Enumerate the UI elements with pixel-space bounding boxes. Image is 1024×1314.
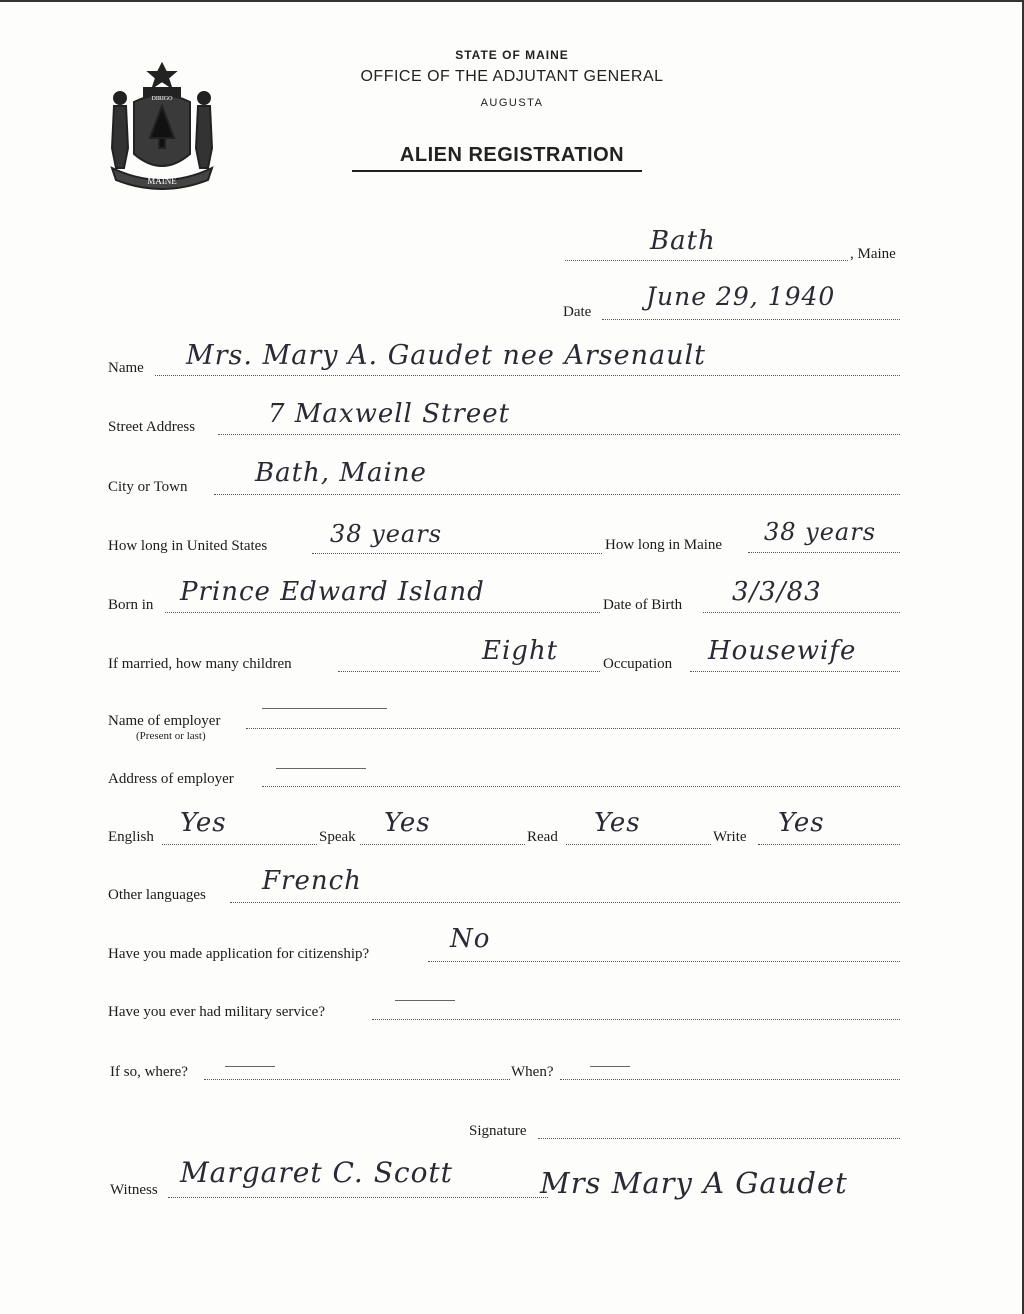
born-in-line (165, 612, 600, 613)
employer-name-line (246, 728, 900, 729)
occupation-line (690, 671, 900, 672)
svg-text:MAINE: MAINE (147, 176, 177, 186)
maine-duration-value: 38 years (764, 518, 877, 546)
employer-address-dash (276, 768, 366, 769)
state-heading: STATE OF MAINE (455, 48, 569, 62)
read-label: Read (527, 829, 558, 845)
military-line (372, 1019, 900, 1020)
city-label: City or Town (108, 479, 188, 495)
other-languages-value: French (262, 866, 362, 896)
born-in-label: Born in (108, 597, 154, 613)
english-line (162, 844, 317, 845)
city-line (214, 494, 900, 495)
write-value: Yes (778, 808, 825, 838)
date-value: June 29, 1940 (646, 282, 836, 311)
employer-address-label: Address of employer (108, 771, 234, 787)
read-value: Yes (594, 808, 641, 838)
street-line (218, 434, 900, 435)
where-dash (225, 1066, 275, 1067)
office-heading: OFFICE OF THE ADJUTANT GENERAL (360, 68, 664, 85)
name-label: Name (108, 360, 144, 376)
citizenship-value: No (450, 924, 491, 954)
children-value: Eight (482, 636, 559, 666)
children-label: If married, how many children (108, 656, 292, 672)
maine-duration-line (748, 552, 900, 553)
employer-name-dash (262, 708, 387, 709)
when-dash (590, 1066, 630, 1067)
speak-line (360, 844, 525, 845)
city-heading: AUGUSTA (480, 97, 544, 109)
name-line (155, 375, 900, 376)
name-value: Mrs. Mary A. Gaudet nee Arsenault (186, 340, 707, 371)
citizenship-line (428, 961, 900, 962)
when-line (560, 1079, 900, 1080)
read-line (566, 844, 711, 845)
citizenship-label: Have you made application for citizenship? (108, 946, 370, 962)
born-in-value: Prince Edward Island (180, 577, 485, 607)
form-title: ALIEN REGISTRATION (399, 144, 625, 166)
date-label: Date (563, 304, 592, 320)
write-label: Write (713, 829, 747, 845)
write-line (758, 844, 900, 845)
us-duration-line (312, 553, 602, 554)
occupation-value: Housewife (708, 636, 857, 666)
place-line (565, 260, 848, 261)
title-underline (352, 170, 642, 172)
place-suffix: , Maine (850, 246, 896, 262)
city-value: Bath, Maine (255, 458, 427, 488)
employer-name-label: Name of employer (108, 713, 221, 729)
english-label: English (108, 829, 154, 845)
street-label: Street Address (108, 419, 196, 435)
date-line (602, 319, 900, 320)
when-label: When? (511, 1064, 554, 1080)
signature-line (538, 1138, 900, 1139)
english-value: Yes (180, 808, 227, 838)
signature-value: Mrs Mary A Gaudet (540, 1166, 848, 1200)
dob-label: Date of Birth (603, 597, 683, 613)
street-value: 7 Maxwell Street (268, 399, 511, 429)
speak-value: Yes (384, 808, 431, 838)
witness-line (168, 1197, 548, 1198)
military-dash (395, 1000, 455, 1001)
us-duration-label: How long in United States (108, 538, 268, 554)
place-value: Bath (650, 226, 716, 256)
other-languages-label: Other languages (108, 887, 206, 903)
speak-label: Speak (319, 829, 356, 845)
employer-name-sublabel: (Present or last) (136, 730, 206, 742)
witness-label: Witness (110, 1182, 158, 1198)
children-line (338, 671, 600, 672)
svg-text:DIRIGO: DIRIGO (151, 96, 173, 102)
signature-label: Signature (469, 1123, 527, 1139)
dob-line (703, 612, 900, 613)
employer-address-line (262, 786, 900, 787)
where-line (204, 1079, 510, 1080)
witness-value: Margaret C. Scott (180, 1156, 453, 1189)
maine-duration-label: How long in Maine (605, 537, 723, 553)
dob-value: 3/3/83 (732, 577, 822, 607)
where-label: If so, where? (110, 1064, 188, 1080)
military-label: Have you ever had military service? (108, 1004, 325, 1020)
us-duration-value: 38 years (330, 520, 443, 548)
occupation-label: Occupation (603, 656, 673, 672)
other-languages-line (230, 902, 900, 903)
